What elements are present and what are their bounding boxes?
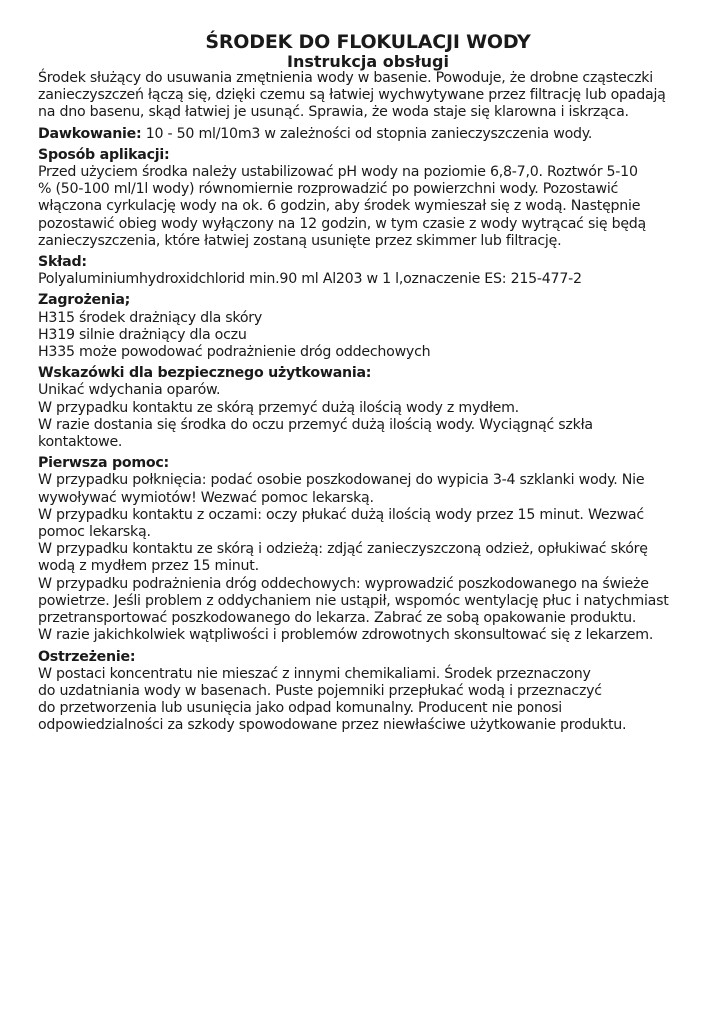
composition-line: Polyaluminiumhydroxidchlorid min.90 ml Al203 w 1 l,oznaczenie ES: 215-477-2 (38, 271, 582, 288)
document-title: ŚRODEK DO FLOKULACJI WODY (205, 31, 531, 53)
application-line: % (50-100 ml/1l wody) równomiernie rozprowadzić po powierzchni wody. Pozostawić (38, 181, 619, 198)
hazard-line: H319 silnie drażniący dla oczu (38, 326, 247, 343)
application-heading: Sposób aplikacji: (38, 146, 170, 163)
first-aid-line: pomoc lekarską. (38, 524, 151, 541)
warning-line: do uzdatniania wody w basenach. Puste pojemniki przepłukać wodą i przeznaczyć (38, 682, 602, 699)
hazards-heading: Zagrożenia; (38, 292, 131, 309)
first-aid-line: wywoływać wymiotów! Wezwać pomoc lekarską. (38, 489, 374, 506)
composition-heading: Skład: (38, 254, 87, 271)
first-aid-line: przetransportować poszkodowanego do lekarza. Zabrać ze sobą opakowanie produktu. (38, 610, 637, 627)
dosage-section (38, 126, 698, 143)
dosage-label: Dawkowanie: (38, 125, 142, 142)
instruction-document (38, 31, 698, 735)
first-aid-line: W razie jakichkolwiek wątpliwości i problemów zdrowotnych skonsultować się z lekarzem. (38, 627, 654, 644)
warning-line: do przetworzenia lub usunięcia jako odpad komunalny. Producent nie ponosi (38, 700, 562, 717)
first-aid-line: W przypadku podrażnienia dróg oddechowych: wyprowadzić poszkodowanego na świeże (38, 575, 649, 592)
application-line: Przed użyciem środka należy ustabilizować pH wody na poziomie 6,8-7,0. Roztwór 5-10 (38, 164, 638, 181)
warning-heading: Ostrzeżenie: (38, 648, 136, 665)
application-line: włączona cyrkulację wody na ok. 6 godzin, aby środek wymieszał się z wodą. Następnie (38, 198, 641, 215)
warning-line: odpowiedzialności za szkody spowodowane przez niewłaściwe użytkowanie produktu. (38, 717, 627, 734)
first-aid-line: W przypadku kontaktu z oczami: oczy płukać dużą ilością wody przez 15 minut. Wezwać (38, 506, 644, 523)
first-aid-line: powietrze. Jeśli problem z oddychaniem nie ustąpił, wspomóc wentylację płuc i natychmiast (38, 592, 669, 609)
first-aid-line: wodą z mydłem przez 15 minut. (38, 558, 259, 575)
safety-line: Unikać wdychania oparów. (38, 382, 221, 399)
intro-line: zanieczyszczeń łączą się, dzięki czemu są łatwiej wychwytywane przez filtrację lub opadają (38, 87, 666, 104)
intro-paragraph (38, 70, 698, 122)
safety-line: kontaktowe. (38, 434, 123, 451)
hazard-line: H335 może powodować podrażnienie dróg oddechowych (38, 344, 431, 361)
dosage-line (38, 126, 698, 143)
safety-line: W przypadku kontaktu ze skórą przemyć dużą ilością wody z mydłem. (38, 399, 519, 416)
intro-line: na dno basenu, skąd łatwiej je usunąć. Sprawia, że woda staje się klarowna i iskrząca. (38, 104, 629, 121)
first-aid-line: W przypadku połknięcia: podać osobie poszkodowanej do wypicia 3-4 szklanki wody. Nie (38, 472, 645, 489)
first-aid-line: W przypadku kontaktu ze skórą i odzieżą: zdjąć zanieczyszczoną odzież, opłukiwać skórę (38, 541, 648, 558)
warning-line: W postaci koncentratu nie mieszać z innymi chemikaliami. Środek przeznaczony (38, 665, 591, 682)
hazard-line: H315 środek drażniący dla skóry (38, 309, 263, 326)
composition-section (38, 254, 698, 288)
safety-section (38, 365, 698, 451)
hazards-section (38, 292, 698, 361)
application-line: pozostawić obieg wody wyłączony na 12 godzin, w tym czasie z wody wytrącać się będą (38, 215, 647, 232)
intro-line: Środek służący do usuwania zmętnienia wody w basenie. Powoduje, że drobne cząsteczki (38, 70, 653, 86)
document-subtitle: Instrukcja obsługi (286, 52, 449, 71)
dosage-text: 10 - 50 ml/10m3 w zależności od stopnia zanieczyszczenia wody. (141, 125, 593, 142)
warning-section (38, 649, 698, 735)
application-line: zanieczyszczenia, które łatwiej zostaną usunięte przez skimmer lub filtrację. (38, 232, 562, 249)
safety-heading: Wskazówki dla bezpiecznego użytkowania: (38, 365, 372, 382)
application-section (38, 147, 698, 250)
first-aid-heading: Pierwsza pomoc: (38, 455, 169, 472)
safety-line: W razie dostania się środka do oczu przemyć dużą ilością wody. Wyciągnąć szkła (38, 416, 593, 433)
first-aid-section (38, 455, 698, 644)
